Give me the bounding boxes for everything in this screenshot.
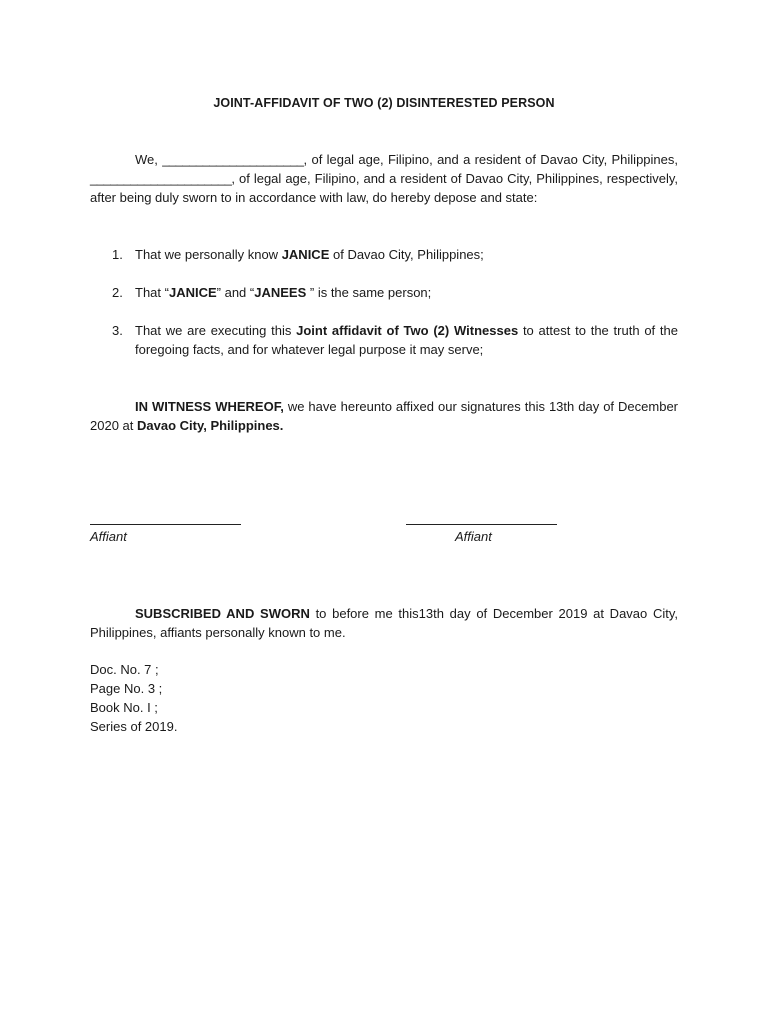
intro-paragraph <box>90 150 678 207</box>
item-text <box>135 283 678 302</box>
witness-text: we have hereunto affixed our signatures this 13th day of December 2020 at <box>90 399 678 433</box>
affiant-label-right: Affiant <box>455 529 492 544</box>
item-text-post: ” is the same person; <box>306 285 432 300</box>
item-text-post: to attest to the truth of the foregoing facts, and for whatever legal purpose it may serve; <box>135 323 678 357</box>
jurat-heading: SUBSCRIBED AND SWORN <box>135 606 310 621</box>
intro-clause-1: , of legal age, Filipino, and a resident of Davao City, Philippines, <box>303 152 678 167</box>
document-title: JOINT-AFFIDAVIT OF TWO (2) DISINTERESTED PERSON <box>213 96 555 110</box>
witness-heading: IN WITNESS WHEREOF, <box>135 399 284 414</box>
jurat-paragraph <box>90 604 678 642</box>
witness-paragraph <box>90 397 678 435</box>
item-text <box>135 321 678 359</box>
item-name-bold: JANICE <box>168 285 217 300</box>
item-text-pre: That “ <box>135 285 169 300</box>
jurat-text: to before me this13th day of December 2019 at Davao City, Philippines, affiants personally known to me. <box>90 606 678 640</box>
item-name-bold: JANEES <box>254 285 307 300</box>
signature-line-right <box>406 524 557 525</box>
item-text-pre: That we are executing this <box>135 323 297 338</box>
name-blank-2: _____________________ <box>90 171 232 186</box>
witness-place: Davao City, Philippines. <box>137 418 284 433</box>
register-book-no: Book No. I ; <box>90 700 158 715</box>
intro-clause-2: , of legal age, Filipino, and a resident of Davao City, Philippines, respectively, after being duly sworn to in accordance with law, do hereby depose and state: <box>90 171 678 205</box>
register-doc-no: Doc. No. 7 ; <box>90 662 159 677</box>
item-text <box>135 245 678 264</box>
signature-line-left <box>90 524 241 525</box>
intro-we: We, <box>135 152 158 167</box>
item-number: 1. <box>112 247 123 262</box>
item-name-bold: JANICE <box>281 247 330 262</box>
register-series: Series of 2019. <box>90 719 178 734</box>
item-number: 2. <box>112 285 123 300</box>
item-number: 3. <box>112 323 123 338</box>
affiant-label-left: Affiant <box>90 529 127 544</box>
register-page-no: Page No. 3 ; <box>90 681 163 696</box>
name-blank-1: _____________________ <box>162 152 304 167</box>
item-text-pre: That we personally know <box>135 247 282 262</box>
item-title-bold: Joint affidavit of Two (2) Witnesses <box>296 323 519 338</box>
item-text-post: of Davao City, Philippines; <box>329 247 484 262</box>
item-text-mid: ” and “ <box>216 285 255 300</box>
